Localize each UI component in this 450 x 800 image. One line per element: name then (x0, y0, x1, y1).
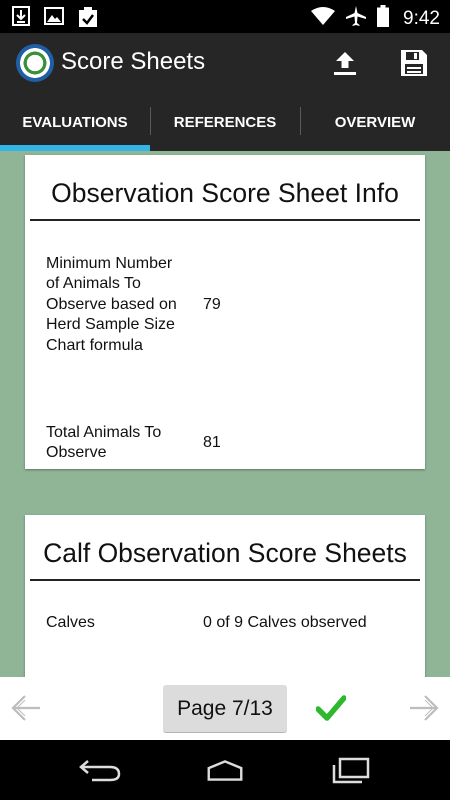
arrow-right-icon (408, 693, 440, 723)
tab-label: OVERVIEW (334, 113, 416, 131)
page-indicator-button[interactable]: Page 7/13 (163, 685, 287, 733)
image-icon (44, 6, 64, 28)
home-icon (203, 758, 247, 782)
score-sheets-content[interactable] (0, 151, 450, 677)
back-icon (78, 757, 122, 783)
row-label: Total Animals To Observe (46, 424, 162, 462)
tab-label: EVALUATIONS (22, 113, 128, 131)
upload-button[interactable] (327, 45, 363, 81)
tab-overview[interactable] (300, 93, 450, 151)
home-button[interactable] (203, 755, 247, 785)
next-page-button[interactable] (408, 693, 440, 723)
row-label: Calves (46, 614, 95, 631)
recents-icon (328, 756, 372, 784)
complete-check-icon (316, 694, 346, 722)
row-value: 0 of 9 Calves observed (203, 614, 367, 631)
row-label: Minimum Number of Animals To Observe based on Herd Sample Size Chart formula (46, 255, 177, 354)
calf-row[interactable] (46, 613, 415, 633)
battery-icon (377, 5, 389, 32)
wifi-icon (311, 7, 335, 30)
info-row-total-animals (46, 423, 415, 464)
tab-label: REFERENCES (173, 113, 277, 131)
calf-observation-card (25, 515, 425, 677)
upload-icon (331, 49, 359, 77)
save-icon (399, 48, 429, 78)
arrow-left-icon (10, 693, 42, 723)
action-bar (0, 33, 450, 93)
status-time: 9:42 (403, 7, 440, 29)
info-row-minimum-animals (46, 254, 415, 356)
row-value: 81 (203, 434, 221, 452)
app-logo-icon (16, 44, 54, 82)
row-value: 79 (203, 295, 221, 313)
card-title: Observation Score Sheet Info (30, 178, 420, 221)
system-navigation-bar (0, 740, 450, 800)
card-title: Calf Observation Score Sheets (30, 538, 420, 581)
recent-apps-button[interactable] (328, 755, 372, 785)
tab-evaluations[interactable] (0, 93, 150, 151)
clipboard-check-icon (78, 6, 98, 28)
save-button[interactable] (396, 45, 432, 81)
observation-info-card (25, 155, 425, 469)
back-button[interactable] (78, 755, 122, 785)
tab-references[interactable] (150, 93, 300, 151)
airplane-icon (345, 5, 367, 32)
app-title: Score Sheets (61, 48, 206, 75)
download-icon (12, 6, 30, 28)
status-bar (0, 0, 450, 33)
tab-bar (0, 93, 450, 151)
previous-page-button[interactable] (10, 693, 42, 723)
page-navigation-bar (0, 677, 450, 740)
